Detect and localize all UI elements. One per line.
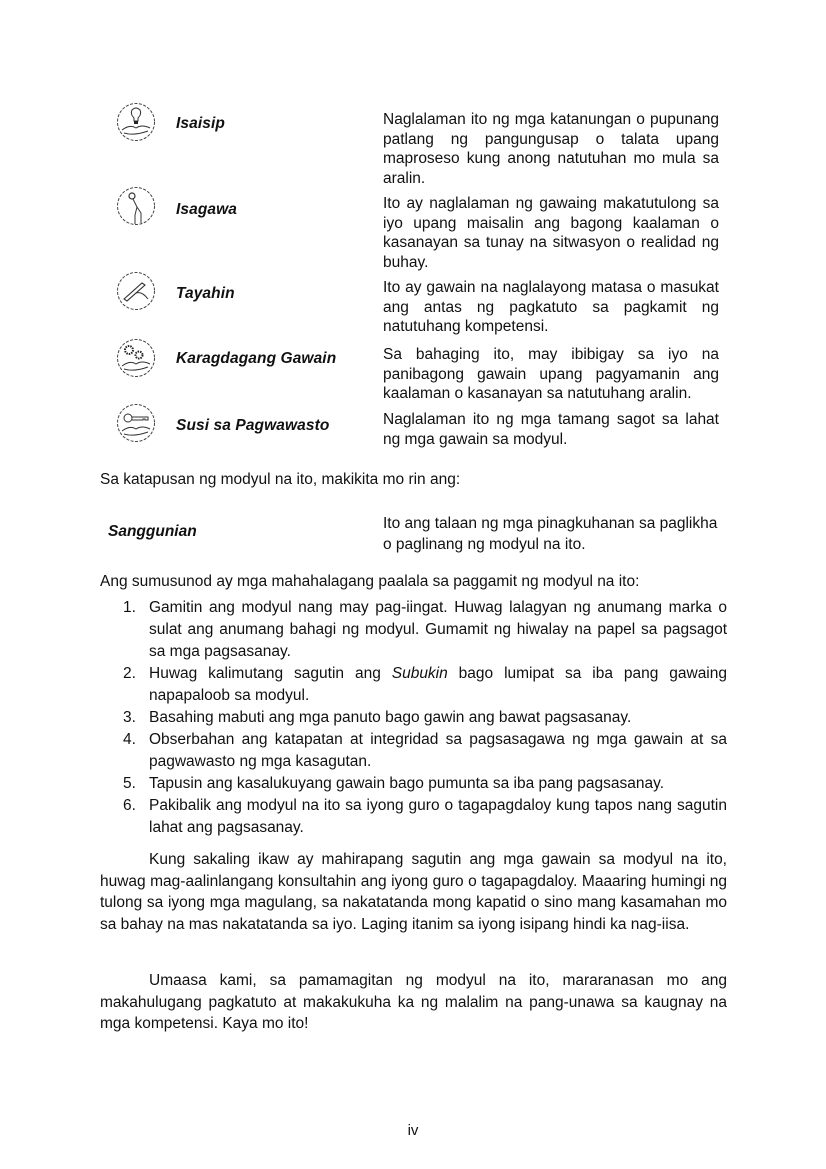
sanggunian-description: Ito ang talaan ng mga pinagkuhanan sa paglikha o paglinang ng modyul na ito. (383, 515, 718, 553)
reminders-list (100, 597, 727, 839)
section-description: Ito ay naglalaman ng gawaing makatutulong sa iyo upang maisalin ang bagong kaalaman o kasanayan sa tunay na sitwasyon o realidad ng buhay. (383, 195, 719, 271)
hand-writing-pen-icon (116, 271, 156, 311)
section-description: Ito ay gawain na naglalayong matasa o masukat ang antas ng pagkatuto sa pagkamit ng natutuhang kompetensi. (383, 279, 719, 335)
gears-hand-icon (116, 338, 156, 378)
list-number: 3. (123, 709, 136, 726)
list-number: 1. (123, 599, 136, 616)
key-hand-icon (116, 403, 156, 443)
list-text: Obserbahan ang katapatan at integridad sa pagsasagawa ng mga gawain at sa pagwawasto ng mga kasagutan. (149, 731, 727, 770)
list-item (100, 597, 727, 663)
section-term: Tayahin (176, 285, 235, 302)
section-description: Naglalaman ito ng mga katanungan o pupunang patlang ng pangungusap o talata upang maproseso kung anong natutuhan mo mula sa aralin. (383, 111, 719, 187)
section-description: Naglalaman ito ng mga tamang sagot sa lahat ng mga gawain sa modyul. (383, 411, 719, 448)
list-item (100, 773, 727, 795)
list-item (100, 663, 727, 707)
list-item (100, 707, 727, 729)
list-number: 6. (123, 797, 136, 814)
list-number: 4. (123, 731, 136, 748)
list-text: Basahing mabuti ang mga panuto bago gawin ang bawat pagsasanay. (149, 709, 632, 726)
list-number: 2. (123, 665, 136, 682)
list-item (100, 795, 727, 839)
list-number: 5. (123, 775, 136, 792)
list-text-part: Huwag kalimutang sagutin ang (149, 665, 392, 682)
section-term: Karagdagang Gawain (176, 350, 337, 367)
list-text: Tapusin ang kasalukuyang gawain bago pumunta sa iba pang pagsasanay. (149, 775, 665, 792)
lightbulb-hand-icon (116, 102, 156, 142)
section-term: Susi sa Pagwawasto (176, 417, 330, 434)
list-text: Gamitin ang modyul nang may pag-iingat. Huwag lalagyan ng anumang marka o sulat ang anumang bahagi ng modyul. Gumamit ng hiwalay na papel sa pagsagot sa mga pagsasanay. (149, 599, 727, 660)
end-intro: Sa katapusan ng modyul na ito, makikita mo rin ang: (100, 471, 461, 488)
page-number: iv (407, 1122, 419, 1139)
section-description: Sa bahaging ito, may ibibigay sa iyo na panibagong gawain upang pagyamanin ang kaalaman o kasanayan sa natutuhang aralin. (383, 346, 719, 402)
list-text (149, 663, 727, 707)
closing-paragraph: Umaasa kami, sa pamamagitan ng modyul na ito, mararanasan mo ang makahulugang pagkatuto at makakukuha ka ng malalim na pang-unawa sa kaugnay na mga kompetensi. Kaya mo ito! (100, 972, 727, 1032)
list-item (100, 729, 727, 773)
sanggunian-term: Sanggunian (108, 523, 197, 540)
list-text-part: bago lumipat sa iba pang gawaing napapaloob sa modyul. (149, 665, 727, 704)
list-text: Pakibalik ang modyul na ito sa iyong guro o tagapagdaloy kung tapos nang sagutin lahat ang pagsasanay. (149, 797, 727, 836)
subukin-emphasis: Subukin (391, 665, 448, 682)
help-paragraph: Kung sakaling ikaw ay mahirapang sagutin ang mga gawain sa modyul na ito, huwag mag-aalinlangang konsultahin ang iyong guro o tagapagdaloy. Maaaring humingi ng tulong sa iyong mga magulang, sa nakatatanda mong kapatid o sino mang kasamahan mo sa bahay na mas nakatatanda sa iyo. Laging itanim sa iyong isipang hindi ka nag-iisa. (100, 851, 727, 933)
hand-holding-globe-icon (116, 186, 156, 226)
section-term: Isagawa (176, 201, 238, 218)
reminders-intro: Ang sumusunod ay mga mahahalagang paalala sa paggamit ng modyul na ito: (100, 573, 640, 590)
section-term: Isaisip (176, 115, 225, 132)
